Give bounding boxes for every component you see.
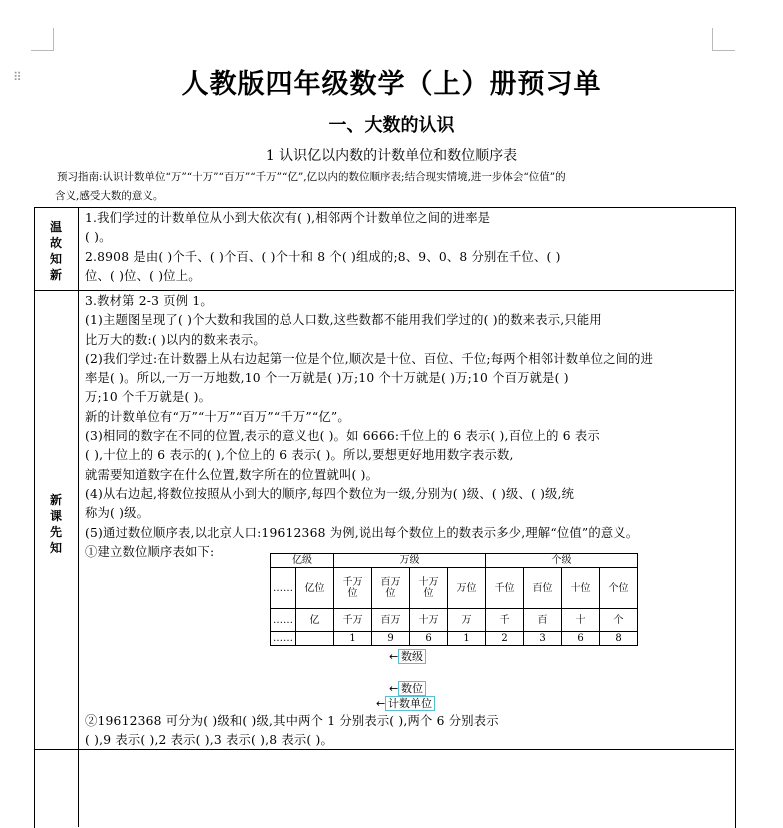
preview-guide: [55, 168, 727, 206]
line-2: (1)主题图呈现了( )个大数和我国的总人口数,这些数都不能用我们学过的( )的数来表示,只能用: [85, 313, 602, 328]
line-1: 3.教材第 2-3 页例 1。: [85, 294, 213, 308]
units-cell: 百: [524, 609, 562, 632]
unit-row: [271, 609, 638, 632]
place-value-table: [270, 553, 638, 646]
unit-annotation: 计数单位: [385, 696, 435, 711]
digit_place-cell: 百位: [524, 568, 562, 609]
digit_place-cell: 百万位: [372, 568, 410, 609]
arrow-icon: ←: [376, 697, 386, 710]
line-12: 称为( )级。: [85, 506, 150, 521]
lesson-heading: 1 认识亿以内数的计数单位和数位顺序表: [265, 148, 518, 164]
line-8: (3)相同的数字在不同的位置,表示的意义也( )。如 6666:千位上的 6 表示( ),百位上的 6 表示: [85, 429, 600, 444]
line-11: (4)从右边起,将数位按照从小到大的顺序,每四个数位为一级,分别为( )级、( )级、( )级,统: [85, 486, 575, 501]
line-6: 万;10 个千万就是( )。: [85, 390, 212, 405]
guide-line-1: 预习指南:认识计数单位“万”“十万”“百万”“千万”“亿”,亿以内的数位顺序表;结合现实情境,进一步体会“位值”的: [57, 171, 566, 183]
section-label-new-lesson: 新 课 先 知: [49, 493, 62, 555]
digit_place-cell: 十位: [562, 568, 600, 609]
units-cell: 千: [486, 609, 524, 632]
level-ge: 个级: [486, 554, 638, 568]
line-7: 新的计数单位有“万”“十万”“百万”“千万”“亿”。: [85, 409, 350, 424]
line-14: ①建立数位顺序表如下:: [85, 544, 215, 559]
row-divider-1: [34, 290, 734, 291]
line-10: 就需要知道数字在什么位置,数字所在的位置就叫( )。: [85, 467, 379, 482]
digits-cell: [296, 632, 334, 646]
page-title: 人教版四年级数学（上）册预习单: [181, 69, 602, 100]
units-cell: 万: [448, 609, 486, 632]
digits-cell: 6: [410, 632, 448, 646]
digit_place-cell: 十万位: [410, 568, 448, 609]
arrow-icon: ←: [389, 650, 399, 663]
q2-line-2: 位、( )位、( )位上。: [85, 268, 201, 283]
q1-line-1: 1.我们学过的计数单位从小到大依次有( ),相邻两个计数单位之间的进率是: [85, 211, 491, 225]
digit_place-cell: 万位: [448, 568, 486, 609]
q1-line-2: ( )。: [85, 230, 112, 245]
review-questions: [85, 209, 728, 286]
units-cell: 十万: [410, 609, 448, 632]
units-cell: 十: [562, 609, 600, 632]
chapter-heading: 一、大数的认识: [328, 115, 455, 136]
place-annotation: 数位: [398, 681, 426, 696]
digit_place-cell: 亿位: [296, 568, 334, 609]
new-lesson-questions: [85, 292, 728, 562]
after-line-1: ②19612368 可分为( )级和( )级,其中两个 1 分别表示( ),两个 6 分别表示: [85, 714, 499, 728]
digit-row: [271, 632, 638, 646]
units-cell: 百万: [372, 609, 410, 632]
line-3: 比万大的数:( )以内的数来表示。: [85, 332, 266, 347]
arrow-icon: ←: [389, 682, 399, 695]
level-yi: 亿级: [271, 554, 334, 568]
units-cell: 亿: [296, 609, 334, 632]
q2-line-1: 2.8908 是由( )个千、( )个百、( )个十和 8 个( )组成的;8、9、0、8 分别在千位、( ): [85, 249, 561, 264]
column-divider: [78, 207, 79, 827]
page-corner-mark-left: [31, 28, 54, 51]
units-cell: 千万: [334, 609, 372, 632]
digits-cell: 1: [334, 632, 372, 646]
digits-cell: 9: [372, 632, 410, 646]
digits-cell: 8: [600, 632, 638, 646]
line-9: ( ),十位上的 6 表示的( ),个位上的 6 表示( )。所以,要想更好地用数字表示数,: [85, 448, 514, 463]
follow-up-questions: [85, 712, 728, 751]
digit-place-row: [271, 568, 638, 609]
level-wan: 万级: [334, 554, 486, 568]
after-line-2: ( ),9 表示( ),2 表示( ),3 表示( ),8 表示( )。: [85, 733, 333, 748]
digits-cell: 2: [486, 632, 524, 646]
page-corner-mark-right: [712, 28, 735, 51]
guide-line-2: 含义,感受大数的意义。: [55, 190, 164, 202]
line-4: (2)我们学过:在计数器上从右边起第一位是个位,顺次是十位、百位、千位;每两个相邻计数单位之间的进: [85, 351, 654, 366]
drag-handle-icon[interactable]: ⠿: [13, 70, 23, 84]
digits-cell: 3: [524, 632, 562, 646]
digit_place-cell: 千万位: [334, 568, 372, 609]
digit_place-cell: 千位: [486, 568, 524, 609]
digit_place-cell: 个位: [600, 568, 638, 609]
digits-cell: 1: [448, 632, 486, 646]
units-cell: 个: [600, 609, 638, 632]
units-cell: ……: [271, 609, 296, 632]
line-5: 率是( )。所以,一万一万地数,10 个一万就是( )万;10 个十万就是( )万;10 个百万就是( ): [85, 371, 569, 386]
digits-cell: 6: [562, 632, 600, 646]
line-13: (5)通过数位顺序表,以北京人口:19612368 为例,说出每个数位上的数表示多少,理解“位值”的意义。: [85, 525, 639, 540]
level-annotation: 数级: [398, 649, 426, 664]
digits-cell: ……: [271, 632, 296, 646]
section-label-review: 温 故 知 新: [49, 220, 62, 282]
digit_place-cell: ……: [271, 568, 296, 609]
